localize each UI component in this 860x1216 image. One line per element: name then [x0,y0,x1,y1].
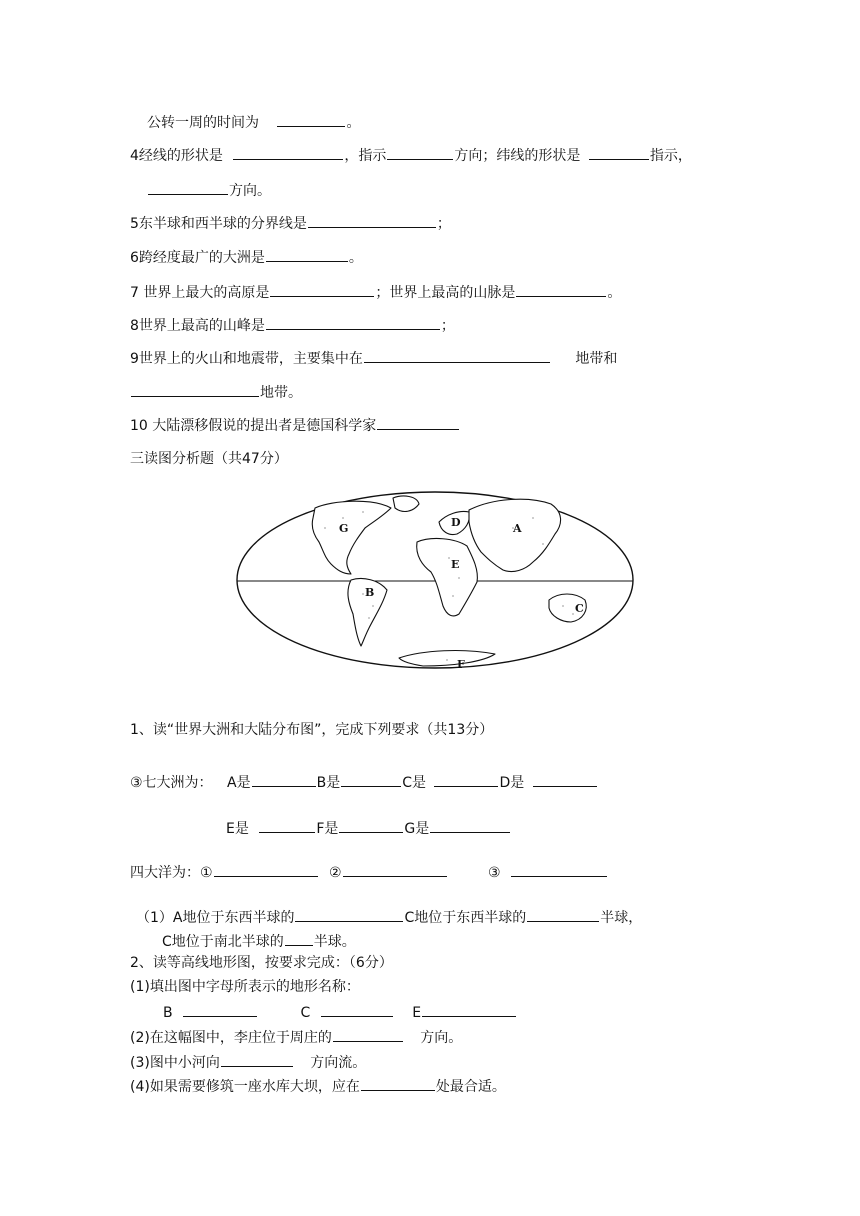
q10-blank[interactable] [377,415,459,430]
q9-c: 地带。 [260,385,302,401]
q4-a: 经线的形状是 [138,148,223,164]
cont-c-blank[interactable] [434,772,498,787]
q4-b: ，指示 [344,148,387,164]
q4-e: 方向。 [229,183,271,199]
s3-a: (3)图中小河向 [130,1055,220,1071]
q8-line [130,315,455,336]
p2-blank[interactable] [285,931,313,946]
cont-e-blank[interactable] [259,818,315,833]
q3-blank[interactable] [277,112,345,127]
task2-s4 [130,1076,506,1097]
map-label-d: D [451,516,461,529]
lf-b: B [163,1005,173,1021]
task1-p2 [162,931,356,952]
q8-text: 8世界上最高的山峰是 [130,318,265,334]
q5-end: ； [436,216,451,232]
q9-line-2 [130,382,302,403]
q6-blank[interactable] [266,247,348,262]
world-map [233,488,637,670]
continents-prefix: ③七大洲为： [130,775,213,791]
cont-a-blank[interactable] [252,772,316,787]
q7-line [130,282,621,303]
cont-g-blank[interactable] [430,818,510,833]
lf-e-blank[interactable] [422,1002,516,1017]
q9-line [130,348,617,369]
cont-a: A是 [227,775,251,791]
q3-line [147,112,360,133]
q4-num: 4 [130,148,139,164]
cont-d-blank[interactable] [533,772,597,787]
q7-blank-2[interactable] [516,282,606,297]
cont-f: F是 [316,821,339,837]
s4-blank[interactable] [361,1076,435,1091]
q7-b: ；世界上最高的山脉是 [375,285,516,301]
s2-a: (2)在这幅图中，李庄位于周庄的 [130,1030,332,1046]
q10-text: 10 大陆漂移假说的提出者是德国科学家 [130,418,377,434]
map-label-g: G [339,522,349,535]
oceans-prefix: 四大洋为：① [130,865,213,881]
map-label-c: C [575,602,584,615]
map-label-f: F [457,658,465,670]
map-label-a: A [513,522,522,535]
q6-end: 。 [348,250,363,266]
q9-blank-1[interactable] [364,348,550,363]
q6-line [130,247,363,268]
s2-blank[interactable] [333,1027,403,1042]
q4-line-2 [147,180,271,201]
q6-text: 6跨经度最广的大洲是 [130,250,265,266]
p1-b: C地位于东西半球的 [404,910,527,926]
ocean-2-blank[interactable] [343,862,447,877]
q7-end: 。 [607,285,622,301]
cont-e: E是 [226,821,249,837]
map-label-b: B [365,586,375,599]
map-label-e: E [451,558,460,571]
continents-line-2 [226,818,511,839]
task1-title: 1、读“世界大洲和大陆分布图”，完成下列要求（共13分） [130,722,494,738]
q4-blank-1[interactable] [233,145,343,160]
s4-a: (4)如果需要修筑一座水库大坝，应在 [130,1079,360,1095]
ocean-3: ③ [488,865,501,881]
oceans-line [130,862,608,883]
q8-blank[interactable] [266,315,440,330]
q8-end: ； [440,318,455,334]
cont-b-blank[interactable] [341,772,401,787]
cont-d: D是 [499,775,525,791]
q4-line [130,145,692,166]
lf-e: E [412,1005,422,1021]
q5-text: 5东半球和西半球的分界线是 [130,216,307,232]
task2-title: 2、读等高线地形图，按要求完成：（6分） [130,955,393,971]
lf-c-blank[interactable] [321,1002,393,1017]
q5-line [130,213,451,234]
s3-b: 方向流。 [310,1055,367,1071]
p1-a: （1）A地位于东西半球的 [136,910,295,926]
p2-a: C地位于南北半球的 [162,934,284,950]
p2-b: 半球。 [313,934,356,950]
q10-line [130,415,460,436]
p1-blank-2[interactable] [527,907,599,922]
q7-a: 7 世界上最大的高原是 [130,285,270,301]
q3-end: 。 [346,115,361,131]
task2-landforms [163,1002,517,1023]
ocean-3-blank[interactable] [511,862,607,877]
q9-blank-2[interactable] [131,382,259,397]
q4-blank-2[interactable] [387,145,453,160]
ocean-2: ② [329,865,342,881]
task2-s3 [130,1052,366,1073]
task1-p1 [136,907,642,928]
cont-c: C是 [402,775,426,791]
q9-a: 9世界上的火山和地震带，主要集中在 [130,351,363,367]
q4-blank-4[interactable] [148,180,228,195]
s4-b: 处最合适。 [435,1079,506,1095]
q4-d: 指示， [649,148,692,164]
task2-s2 [130,1027,462,1048]
task2-s1: (1)填出图中字母所表示的地形名称： [130,979,360,995]
q9-b: 地带和 [575,351,618,367]
section3-title: 三读图分析题（共47分） [130,451,288,467]
s3-blank[interactable] [221,1052,293,1067]
s2-b: 方向。 [420,1030,463,1046]
cont-f-blank[interactable] [339,818,403,833]
ocean-1-blank[interactable] [214,862,318,877]
lf-b-blank[interactable] [183,1002,257,1017]
q4-c: 方向；纬线的形状是 [454,148,581,164]
cont-g: G是 [404,821,430,837]
q5-blank[interactable] [308,213,436,228]
q7-blank-1[interactable] [270,282,374,297]
q3-text: 公转一周的时间为 [147,115,259,131]
q4-blank-3[interactable] [589,145,649,160]
continents-line [130,772,598,793]
cont-b: B是 [316,775,341,791]
p1-c: 半球， [600,910,643,926]
lf-c: C [300,1005,311,1021]
p1-blank-1[interactable] [295,907,403,922]
